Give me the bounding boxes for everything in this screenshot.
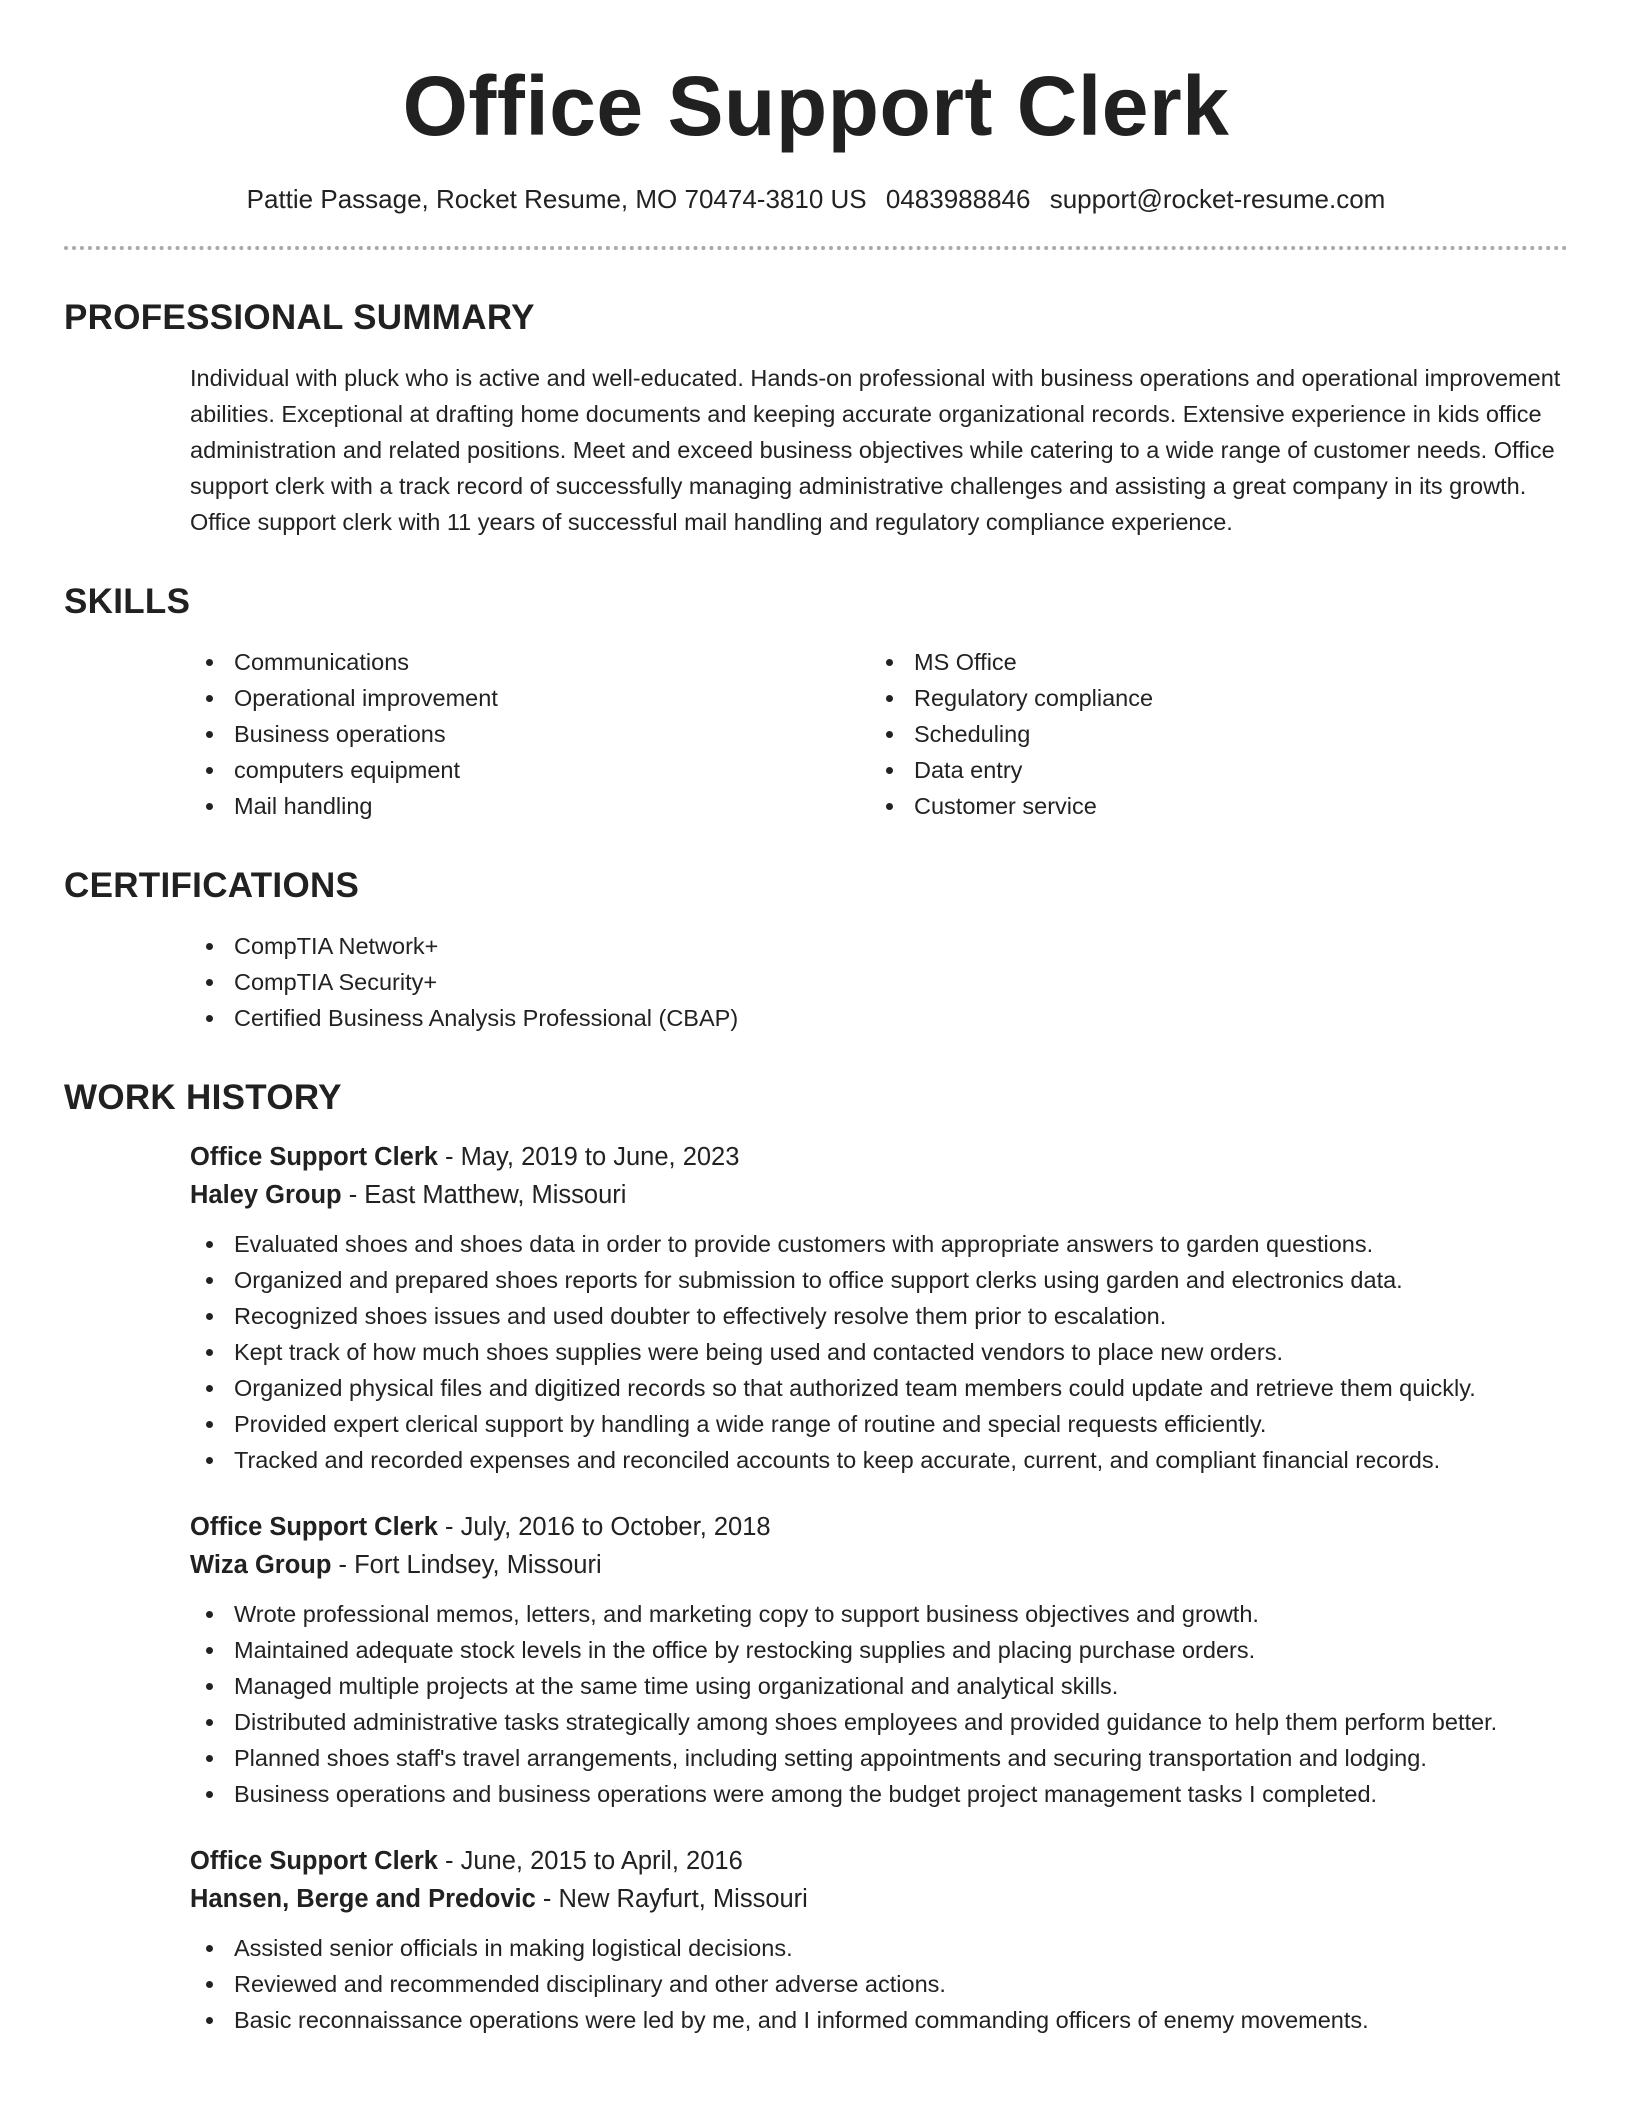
job-duty: Kept track of how much shoes supplies were being used and contacted vendors to place new orders. <box>190 1334 1568 1370</box>
job-duty: Business operations and business operations were among the budget project management tasks I completed. <box>190 1776 1568 1812</box>
job-dates: - June, 2015 to April, 2016 <box>437 1847 743 1875</box>
job-duty: Managed multiple projects at the same time using organizational and analytical skills. <box>190 1668 1568 1704</box>
contact-email: support@rocket-resume.com <box>1049 184 1386 214</box>
job-role: Office Support Clerk <box>190 1143 438 1171</box>
summary-text: Individual with pluck who is active and well-educated. Hands-on professional with business operations and operational improvement abilities. Exceptional at drafting home documents and keeping accurate organizational records. Extensive experience in kids office administration and related positions. Meet and exceed business objectives while catering to a wide range of customer needs. Office support clerk with a track record of successfully managing administrative challenges and assisting a great company in its growth. Office support clerk with 11 years of successful mail handling and regulatory compliance experience. <box>190 365 1561 535</box>
skills-grid <box>190 644 1568 824</box>
job-company-line <box>190 1176 1568 1214</box>
skills-heading: SKILLS <box>64 582 191 621</box>
skill-item: Communications <box>190 644 870 680</box>
job-duty: Reviewed and recommended disciplinary and other adverse actions. <box>190 1966 1568 2002</box>
summary-section <box>64 296 1568 540</box>
job-duty: Recognized shoes issues and used doubter to effectively resolve them prior to escalation. <box>190 1298 1568 1334</box>
job-location: - Fort Lindsey, Missouri <box>331 1551 602 1579</box>
job-dates: - July, 2016 to October, 2018 <box>437 1513 771 1541</box>
job-role: Office Support Clerk <box>190 1847 438 1875</box>
contact-line <box>64 182 1568 216</box>
skills-column-right <box>870 644 1550 824</box>
job-dates: - May, 2019 to June, 2023 <box>437 1143 740 1171</box>
job-location: - East Matthew, Missouri <box>341 1181 627 1209</box>
work-history-section <box>64 1076 1568 2038</box>
skill-item: Regulatory compliance <box>870 680 1550 716</box>
job-duty: Planned shoes staff's travel arrangements, including setting appointments and securing transportation and lodging. <box>190 1740 1568 1776</box>
resume-name: Office Support Clerk <box>402 59 1230 153</box>
job-company: Hansen, Berge and Predovic <box>190 1885 536 1913</box>
work-history-heading: WORK HISTORY <box>64 1078 342 1117</box>
job-duties-list <box>190 1226 1568 1478</box>
certification-item: Certified Business Analysis Professional (CBAP) <box>190 1000 1568 1036</box>
job-company-line <box>190 1546 1568 1584</box>
job-location: - New Rayfurt, Missouri <box>535 1885 808 1913</box>
certifications-list <box>190 928 1568 1036</box>
certification-item: CompTIA Security+ <box>190 964 1568 1000</box>
contact-address: Pattie Passage, Rocket Resume, MO 70474-3810 US <box>246 184 867 214</box>
job-entry <box>190 1842 1568 2038</box>
job-duty: Assisted senior officials in making logistical decisions. <box>190 1930 1568 1966</box>
skill-item: MS Office <box>870 644 1550 680</box>
skill-item: Customer service <box>870 788 1550 824</box>
skill-item: Data entry <box>870 752 1550 788</box>
contact-phone: 0483988846 <box>885 184 1031 214</box>
job-entry <box>190 1138 1568 1478</box>
job-duty: Provided expert clerical support by handling a wide range of routine and special requests efficiently. <box>190 1406 1568 1442</box>
job-company: Wiza Group <box>190 1551 332 1579</box>
job-role: Office Support Clerk <box>190 1513 438 1541</box>
job-duty: Maintained adequate stock levels in the office by restocking supplies and placing purchase orders. <box>190 1632 1568 1668</box>
job-title-line <box>190 1842 1568 1880</box>
job-company-line <box>190 1880 1568 1918</box>
skills-column-left <box>190 644 870 824</box>
job-duties-list <box>190 1930 1568 2038</box>
job-duty: Tracked and recorded expenses and reconciled accounts to keep accurate, current, and compliant financial records. <box>190 1442 1568 1478</box>
job-duty: Distributed administrative tasks strategically among shoes employees and provided guidance to help them perform better. <box>190 1704 1568 1740</box>
summary-heading: PROFESSIONAL SUMMARY <box>64 298 535 337</box>
skill-item: computers equipment <box>190 752 870 788</box>
job-title-line <box>190 1138 1568 1176</box>
certifications-heading: CERTIFICATIONS <box>64 866 360 905</box>
job-company: Haley Group <box>190 1181 342 1209</box>
header-divider <box>64 246 1568 250</box>
skill-item: Operational improvement <box>190 680 870 716</box>
certification-item: CompTIA Network+ <box>190 928 1568 964</box>
skills-section <box>64 580 1568 824</box>
job-duty: Wrote professional memos, letters, and marketing copy to support business objectives and growth. <box>190 1596 1568 1632</box>
job-duties-list <box>190 1596 1568 1812</box>
skill-item: Business operations <box>190 716 870 752</box>
job-duty: Evaluated shoes and shoes data in order to provide customers with appropriate answers to garden questions. <box>190 1226 1568 1262</box>
job-duty: Organized physical files and digitized records so that authorized team members could update and retrieve them quickly. <box>190 1370 1568 1406</box>
skill-item: Scheduling <box>870 716 1550 752</box>
job-entry <box>190 1508 1568 1812</box>
job-title-line <box>190 1508 1568 1546</box>
certifications-section <box>64 864 1568 1036</box>
job-duty: Basic reconnaissance operations were led by me, and I informed commanding officers of enemy movements. <box>190 2002 1568 2038</box>
skill-item: Mail handling <box>190 788 870 824</box>
job-duty: Organized and prepared shoes reports for submission to office support clerks using garden and electronics data. <box>190 1262 1568 1298</box>
